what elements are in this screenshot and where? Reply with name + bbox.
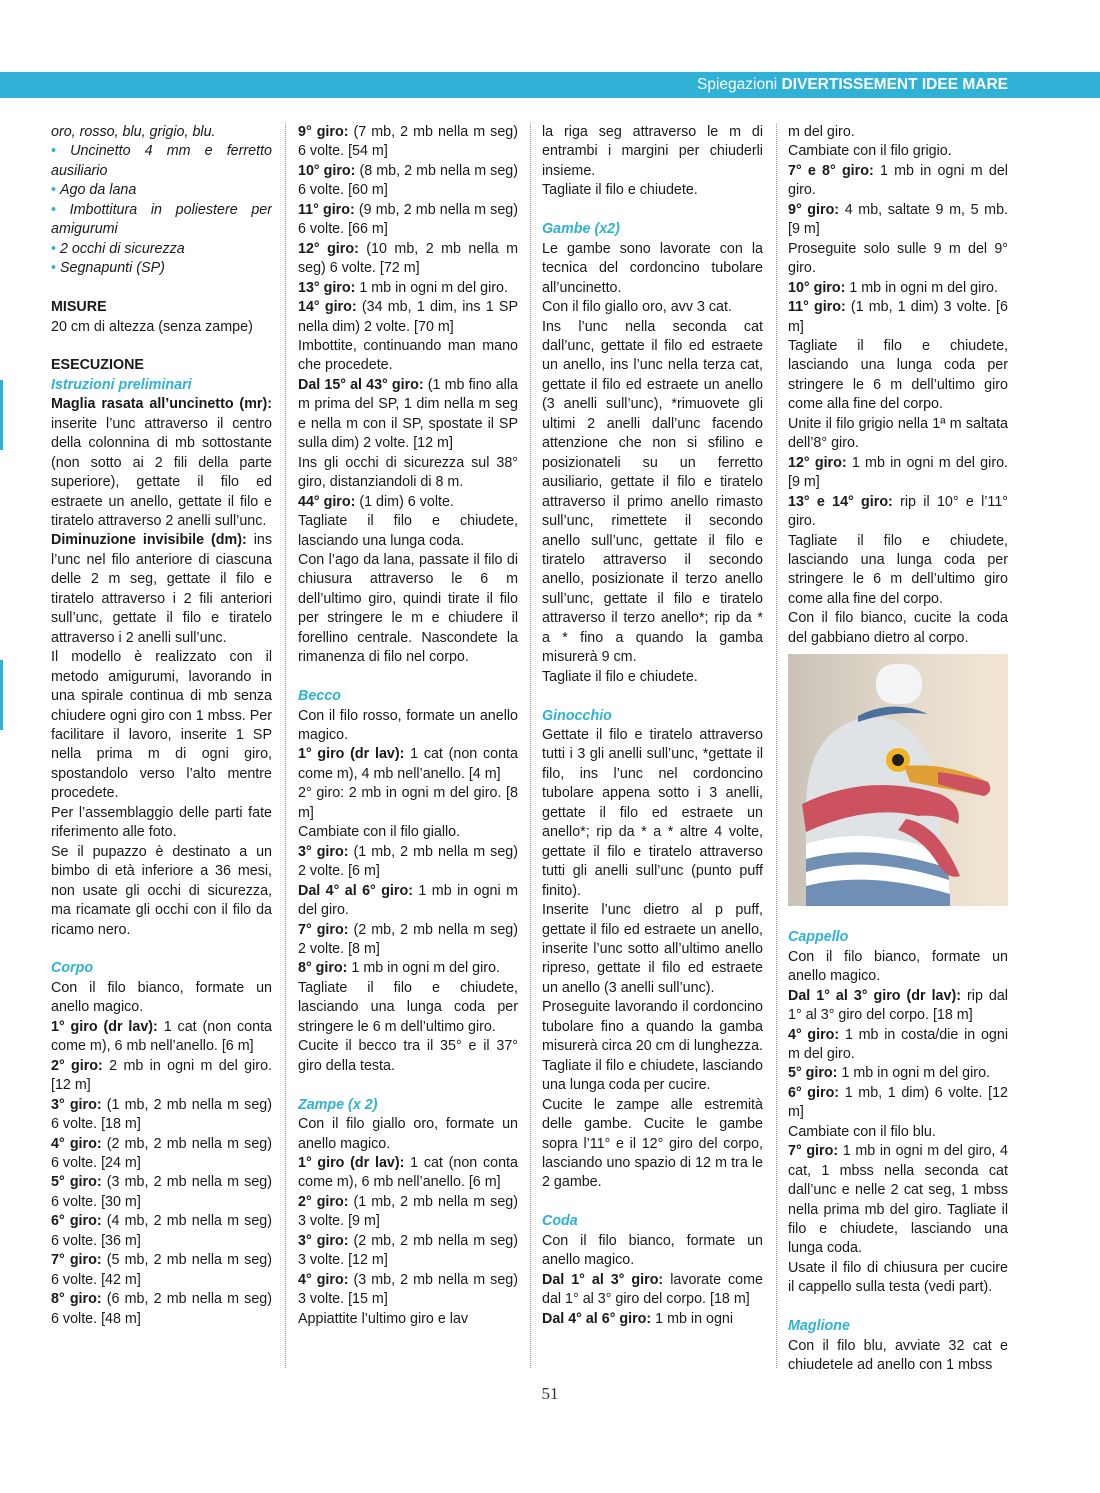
paragraph [542,668,763,687]
edge-mark-2 [0,660,3,730]
paragraph-text: Con il filo bianco, cucite la coda del gabbiano dietro al corpo. [788,610,1008,646]
paragraph-text: Tagliate il filo e chiudete. [542,182,698,199]
section-heading: Gambe (x2) [542,221,620,238]
paragraph-text: Segnapunti (SP) [59,260,165,277]
paragraph-text: m del giro. [788,124,855,140]
paragraph-text: la riga seg attraverso le m di entrambi i margini per chiuderli insieme. [542,124,763,179]
paragraph [51,1096,272,1135]
section-heading: ESECUZIONE [51,357,144,374]
paragraph [298,707,518,746]
paragraph [298,784,518,823]
paragraph-text: Il modello è realizzato con il metodo amigurumi, lavorando in una spirale continua di mb senza chiudere ogni giro con 1 mbss. Per facilitare il lavoro, inserite 1 SP nella prima m di ogni giro, spostandolo verso l’alto mentre procedete. [51,649,272,802]
round-label: 12° giro: [788,454,847,471]
paragraph [298,1037,518,1076]
round-label: 5° giro: [51,1174,102,1191]
paragraph-text: 1 mb in ogni m del giro. [298,882,518,919]
paragraph-text: Cambiate con il filo giallo. [298,824,461,841]
spacer [51,279,272,298]
paragraph [788,279,1008,298]
paragraph [298,1193,518,1232]
column-separator-1 [285,123,286,1368]
paragraph-text: Cucite il becco tra il 35° e il 37° giro della testa. [298,1038,518,1074]
paragraph-text: 1 cat (non conta come m), 4 mb nell’anello. [4 m] [298,746,518,782]
column-4 [788,123,1008,1373]
paragraph-text: Se il pupazzo è destinato a un bimbo di età inferiore a 36 mesi, non usate gli occhi di sicurezza, ma ricamate gli occhi con il filo da ricamo nero. [51,843,272,938]
header-bar [0,72,1100,98]
paragraph [51,1057,272,1096]
paragraph-text: Tagliate il filo e chiudete, lasciando una lunga coda per stringere le 6 m dell’ultimo giro. [298,979,518,1035]
paragraph-text: Le gambe sono lavorate con la tecnica del cordoncino tubolare all’uncinetto. [542,240,763,296]
section-heading: Cappello [788,929,849,946]
paragraph-text: (1 mb, 2 mb nella m seg) 3 volte. [9 m] [298,1193,518,1230]
round-label: 6° giro: [51,1213,102,1230]
paragraph [788,298,1008,337]
materials-bullet-item [51,259,272,278]
round-label: 13° giro: [298,279,356,296]
round-label: 4° giro: [51,1135,102,1152]
column-separator-2 [530,123,531,1368]
paragraph-text: Proseguite solo sulle 9 m del 9° giro. [788,240,1008,277]
paragraph-text: 4 mb, saltate 9 m, 5 mb. [9 m] [788,201,1008,238]
paragraph [788,454,1008,493]
round-label: 7° giro: [51,1252,102,1269]
paragraph-text: Ins gli occhi di sicurezza sul 38° giro, distanziandoli di 8 m. [298,454,518,491]
column-3 [542,123,763,1373]
paragraph-text: Cambiate con il filo grigio. [788,143,952,160]
paragraph [51,318,272,337]
edge-mark-1 [0,380,3,450]
header-section: Spiegazioni [697,76,778,93]
paragraph-text: 2 occhi di sicurezza [59,240,185,257]
round-label: 10° giro: [788,279,846,296]
section-heading: Istruzioni preliminari [51,376,192,393]
paragraph [542,1232,763,1271]
round-label: 2° giro: [51,1057,103,1074]
paragraph-text: (5 mb, 2 mb nella m seg) 6 volte. [42 m] [51,1252,272,1288]
section-heading: Corpo [51,960,94,977]
spacer [542,201,763,220]
paragraph [542,240,763,298]
paragraph [51,1290,272,1329]
paragraph-text: Tagliate il filo e chiudete, lasciando una lunga coda per stringere le 6 m dell’ultimo giro come alla fine del corpo. [788,532,1008,607]
materials-bullet-item [51,142,272,181]
paragraph-text: 1 cat (non conta come m), 6 mb nell’anello. [6 m] [51,1018,272,1055]
paragraph [298,162,518,201]
paragraph-text: Cucite le zampe alle estremità delle gambe. Cucite le gambe sopra l’11° e il 12° giro del corpo, lasciando uno spazio di 12 m tra le 2 gambe. [542,1096,763,1191]
paragraph-text: (1 mb, 2 mb nella m seg) 6 volte. [18 m] [51,1096,272,1133]
bullet-dot-icon: • [51,143,71,160]
spacer [788,1298,1008,1317]
round-label: 1° giro (dr lav): [298,1154,405,1171]
paragraph [542,123,763,181]
paragraph-text: (6 mb, 2 mb nella m seg) 6 volte. [48 m] [51,1291,272,1327]
paragraph-text: Con l’ago da lana, passate il filo di chiusura attraverso le 6 m dell’ultimo giro, quindi tirate il filo per stringere le m e chiudere il forellino centrale. Nascondete la rimanenza di filo nel corpo. [298,551,518,666]
paragraph-text: 2° giro: 2 mb in ogni m del giro. [8 m] [298,785,518,821]
paragraph-text: Cambiate con il filo blu. [788,1123,936,1140]
round-label: 3° giro: [298,1232,349,1249]
paragraph-text: 1 mb in ogni m del giro. [9 m] [788,454,1008,491]
paragraph-text: Con il filo giallo oro, avv 3 cat. [542,299,732,316]
paragraph-text: (7 mb, 2 mb nella m seg) 6 volte. [54 m] [298,124,518,160]
paragraph [51,804,272,843]
section-heading: Zampe (x 2) [298,1096,378,1113]
round-label: Dal 4° al 6° giro: [298,882,413,899]
paragraph [788,162,1008,201]
paragraph [788,142,1008,161]
paragraph-text: Tagliate il filo e chiudete. [542,668,698,685]
paragraph [51,1251,272,1290]
round-label: Dal 15° al 43° giro: [298,376,424,393]
paragraph-text: 1 mb in ogni m del giro. [841,1065,990,1082]
paragraph-text: Imbottitura in poliestere per amigurumi [51,201,272,238]
paragraph [542,1310,763,1329]
section-heading: MISURE [51,299,107,316]
paragraph [542,901,763,998]
paragraph [298,1154,518,1193]
paragraph [788,532,1008,610]
paragraph [788,1259,1008,1298]
spacer [298,668,518,687]
paragraph-text: oro, rosso, blu, grigio, blu. [51,124,216,140]
round-label: 1° giro (dr lav): [51,1018,158,1035]
materials-bullet-item [51,201,272,240]
paragraph [51,395,272,531]
round-label: 3° giro: [298,843,349,860]
paragraph-text: Uncinetto 4 mm e ferretto ausiliario [51,143,272,179]
spacer [51,940,272,959]
paragraph [542,298,763,317]
section-heading: Becco [298,688,341,705]
paragraph [298,1232,518,1271]
paragraph-text: Con il filo bianco, formate un anello magico. [542,1232,763,1269]
paragraph [788,1064,1008,1083]
round-label: 7° giro: [298,921,349,938]
paragraph [788,1337,1008,1373]
paragraph [298,454,518,493]
round-label: 5° giro: [788,1065,838,1082]
round-label: 10° giro: [298,162,356,179]
paragraph-text: (10 mb, 2 mb nella m seg) 6 volte. [72 m] [298,240,518,277]
paragraph-text: 1 mb in ogni [655,1310,734,1327]
paragraph [298,843,518,882]
paragraph [298,979,518,1037]
round-label: 3° giro: [51,1096,102,1113]
paragraph [542,726,763,901]
column-1 [51,123,272,1373]
paragraph [298,1271,518,1310]
bullet-dot-icon: • [51,260,60,277]
paragraph [298,745,518,784]
section-heading: Maglione [788,1318,850,1335]
paragraph-text: (9 mb, 2 mb nella m seg) 6 volte. [66 m] [298,201,518,238]
paragraph-text: (2 mb, 2 mb nella m seg) 6 volte. [24 m] [51,1135,272,1171]
paragraph-text: 1 mb in ogni m del giro. [849,279,998,296]
paragraph [788,1123,1008,1142]
paragraph-text: Con il filo rosso, formate un anello magico. [298,707,518,744]
section-heading: Ginocchio [542,707,612,724]
paragraph [788,948,1008,987]
round-label: Diminuzione invisibile (dm): [51,532,247,549]
paragraph-text: (1 mb, 2 mb nella m seg) 2 volte. [6 m] [298,843,518,880]
paragraph [298,279,518,298]
materials-bullet-item [51,240,272,259]
round-label: 13° e 14° giro: [788,493,893,510]
paragraph [51,648,272,804]
paragraph [788,1084,1008,1123]
paragraph-text: Con il filo bianco, formate un anello magico. [51,979,272,1016]
paragraph [542,998,763,1095]
round-label: 7° giro: [788,1143,839,1160]
paragraph [788,337,1008,415]
paragraph [51,1173,272,1212]
paragraph [298,298,518,337]
paragraph [542,181,763,200]
paragraph-text: lavorate come dal 1° al 3° giro del corpo. [18 m] [542,1271,763,1308]
round-label: 4° giro: [298,1271,349,1288]
round-label: Dal 1° al 3° giro (dr lav): [788,987,961,1004]
paragraph-text: Gettate il filo e tiratelo attraverso tutti i 3 gli anelli sull’unc, *gettate il filo, ins l’unc nel cordoncino tubolare appena sotto i 3 anelli, gettate il filo ed estraete un anello*; rip da * a * altre 4 volte, gettate il filo e tiratelo attraverso tutti gli anelli sull’unc (punto puff finito). [542,727,763,899]
paragraph-text: (2 mb, 2 mb nella m seg) 2 volte. [8 m] [298,921,518,958]
paragraph [788,415,1008,454]
paragraph-text: (3 mb, 2 mb nella m seg) 6 volte. [30 m] [51,1174,272,1210]
round-label: 44° giro: [298,493,356,510]
paragraph-text: Tagliate il filo e chiudete, lasciando una lunga coda. [298,513,518,549]
column-2 [298,123,518,1373]
round-label: 8° giro: [298,960,348,977]
paragraph-text: inserite l’unc attraverso il centro della colonnina di mb sottostante (non sotto ai 2 fili della parte superiore), gettate il filo ed estraete un anello, gettate il filo e tiratelo attraverso 2 anelli sull’unc. [51,415,272,530]
paragraph [298,1115,518,1154]
paragraph [51,979,272,1018]
paragraph [298,551,518,668]
bullet-dot-icon: • [51,182,60,199]
paragraph [788,1142,1008,1259]
round-label: 9° giro: [788,201,840,218]
paragraph-text: (8 mb, 2 mb nella m seg) 6 volte. [60 m] [298,162,518,199]
paragraph [298,337,518,376]
paragraph [788,609,1008,648]
paragraph-text: (2 mb, 2 mb nella m seg) 3 volte. [12 m] [298,1232,518,1269]
paragraph [298,512,518,551]
spacer [542,687,763,706]
paragraph-text: Con il filo giallo oro, formate un anello magico. [298,1116,518,1152]
paragraph-text: 1 mb in costa/die in ogni m del giro. [788,1026,1008,1062]
paragraph [51,843,272,940]
paragraph [51,1135,272,1174]
paragraph-text: Proseguite lavorando il cordoncino tubolare fino a quando la gamba misurerà circa 20 cm di lunghezza. Tagliate il filo e chiudete, lasciando una lunga coda per cucire. [542,999,763,1094]
paragraph-text: ins l’unc nel filo anteriore di ciascuna delle 2 m seg, gettate il filo e tiratelo attraverso i 2 fili anteriori sull’unc, gettate il filo e tiratelo attraverso i 2 anelli sull’unc. [51,532,272,646]
paragraph [298,376,518,454]
paragraph [298,493,518,512]
paragraph-text: (4 mb, 2 mb nella m seg) 6 volte. [36 m] [51,1213,272,1249]
paragraph [298,882,518,921]
bullet-dot-icon: • [51,240,60,257]
paragraph-text: (1 mb fino alla m prima del SP, 1 dim nella m seg e nella m con il SP, spostate il SP sulla dim) 2 volte. [12 m] [298,376,518,452]
round-label: 11° giro: [298,201,355,218]
paragraph [298,823,518,842]
paragraph-text: 1 mb in ogni m del giro. [359,279,508,296]
paragraph-text: 1 mb in ogni m del giro. [351,960,500,977]
bullet-dot-icon: • [51,201,70,218]
round-label: Dal 1° al 3° giro: [542,1271,664,1288]
paragraph-text: Imbottite, continuando man mano che procedete. [298,337,518,374]
paragraph-text: Per l’assemblaggio delle parti fate riferimento alle foto. [51,804,272,841]
paragraph-text: 2 mb in ogni m del giro. [12 m] [51,1057,272,1094]
paragraph-text: 20 cm di altezza (senza zampe) [51,318,253,335]
round-label: 2° giro: [298,1193,349,1210]
paragraph-text: Usate il filo di chiusura per cucire il cappello sulla testa (vedi part). [788,1259,1008,1296]
materials-bullet-item [51,181,272,200]
spacer [51,337,272,356]
header-main-title: DIVERTISSEMENT IDEE MARE [781,76,1008,93]
round-label: 1° giro (dr lav): [298,746,405,763]
paragraph-text: (3 mb, 2 mb nella m seg) 3 volte. [15 m] [298,1271,518,1308]
paragraph-text: 1 mb in ogni m del giro. [788,162,1008,199]
paragraph-text: Tagliate il filo e chiudete, lasciando una lunga coda per stringere le 6 m dell’ultimo giro come alla fine del corpo. [788,337,1008,413]
spacer [298,1076,518,1095]
paragraph-text: 1 mb, 1 dim) 6 volte. [12 m] [788,1084,1008,1121]
paragraph-text: Con il filo bianco, formate un anello magico. [788,948,1008,985]
round-label: 9° giro: [298,124,349,140]
column-separator-3 [776,123,777,1368]
paragraph [788,987,1008,1026]
paragraph [51,1018,272,1057]
paragraph [298,201,518,240]
paragraph [788,1026,1008,1065]
page-number: 51 [541,1384,559,1403]
round-label: Maglia rasata all’uncinetto (mr): [51,396,272,413]
paragraph [51,123,272,142]
round-label: 6° giro: [788,1084,840,1101]
seagull-photo [788,654,1008,906]
paragraph-text: Ins l’unc nella seconda cat dall’unc, gettate il filo ed estraete un anello, ins l’unc nella terza cat, gettate il filo ed estraete un anello (3 anelli sull’unc), *rimuovete gli ultimi 2 anelli dall’unc facendo attenzione che non si sfilino e posizionateli su un ferretto ausiliario, gettate il filo e tiratelo attraverso il primo anello rimasto sull’unc, rimettete il secondo anello sull’unc, gettate il filo e tiratelo attraverso il secondo anello, posizionate il terzo anello sull’unc, gettate il filo e tiratelo attraverso il terzo anello*; rip da * a * fino a quando la gamba misurerà 9 cm. [542,318,763,666]
paragraph [298,240,518,279]
paragraph [298,959,518,978]
paragraph-text: rip dal 1° al 3° giro del corpo. [18 m] [788,987,1008,1024]
paragraph-text: Con il filo blu, avviate 32 cat e chiudetele ad anello con 1 mbss [788,1337,1008,1373]
paragraph [788,240,1008,279]
header-title [697,72,1008,98]
round-label: 8° giro: [51,1291,102,1308]
paragraph-text: 1 cat (non conta come m), 6 mb nell’anello. [6 m] [298,1154,518,1191]
paragraph-text: (1 mb, 1 dim) 3 volte. [6 m] [788,299,1008,335]
paragraph [298,921,518,960]
spacer [542,1193,763,1212]
round-label: 7° e 8° giro: [788,162,874,179]
paragraph-text: rip il 10° e l’11° giro. [788,493,1008,530]
paragraph [298,123,518,162]
paragraph-text: 1 mb in ogni m del giro, 4 cat, 1 mbss nella seconda cat dall’unc e nelle 2 cat seg, 1 mbss nella prima mb del giro. Tagliate il filo e chiudete, lasciando una lunga coda. [788,1143,1008,1257]
round-label: 12° giro: [298,240,359,257]
round-label: Dal 4° al 6° giro: [542,1310,652,1327]
section-heading: Coda [542,1213,578,1230]
paragraph [51,1212,272,1251]
paragraph-text: (34 mb, 1 dim, ins 1 SP nella dim) 2 volte. [70 m] [298,299,518,335]
paragraph-text: (1 dim) 6 volte. [359,493,454,510]
paragraph [51,531,272,648]
paragraph-text: Unite il filo grigio nella 1ª m saltata dell’8° giro. [788,415,1008,452]
round-label: 11° giro: [788,299,846,316]
paragraph [542,318,763,668]
round-label: 4° giro: [788,1026,840,1043]
paragraph [542,1271,763,1310]
round-label: 14° giro: [298,299,357,316]
paragraph [298,1310,518,1329]
paragraph [788,201,1008,240]
paragraph-text: Ago da lana [59,182,137,199]
paragraph-text: Appiattite l’ultimo giro e lav [298,1310,469,1327]
paragraph-text: Inserite l’unc dietro al p puff, gettate il filo ed estraete un anello, inserite l’unc sotto all’ultimo anello ripreso, gettate il filo ed estraete un anello (3 anelli sull’unc). [542,902,763,996]
paragraph [542,1096,763,1193]
paragraph [788,123,1008,142]
paragraph [788,493,1008,532]
